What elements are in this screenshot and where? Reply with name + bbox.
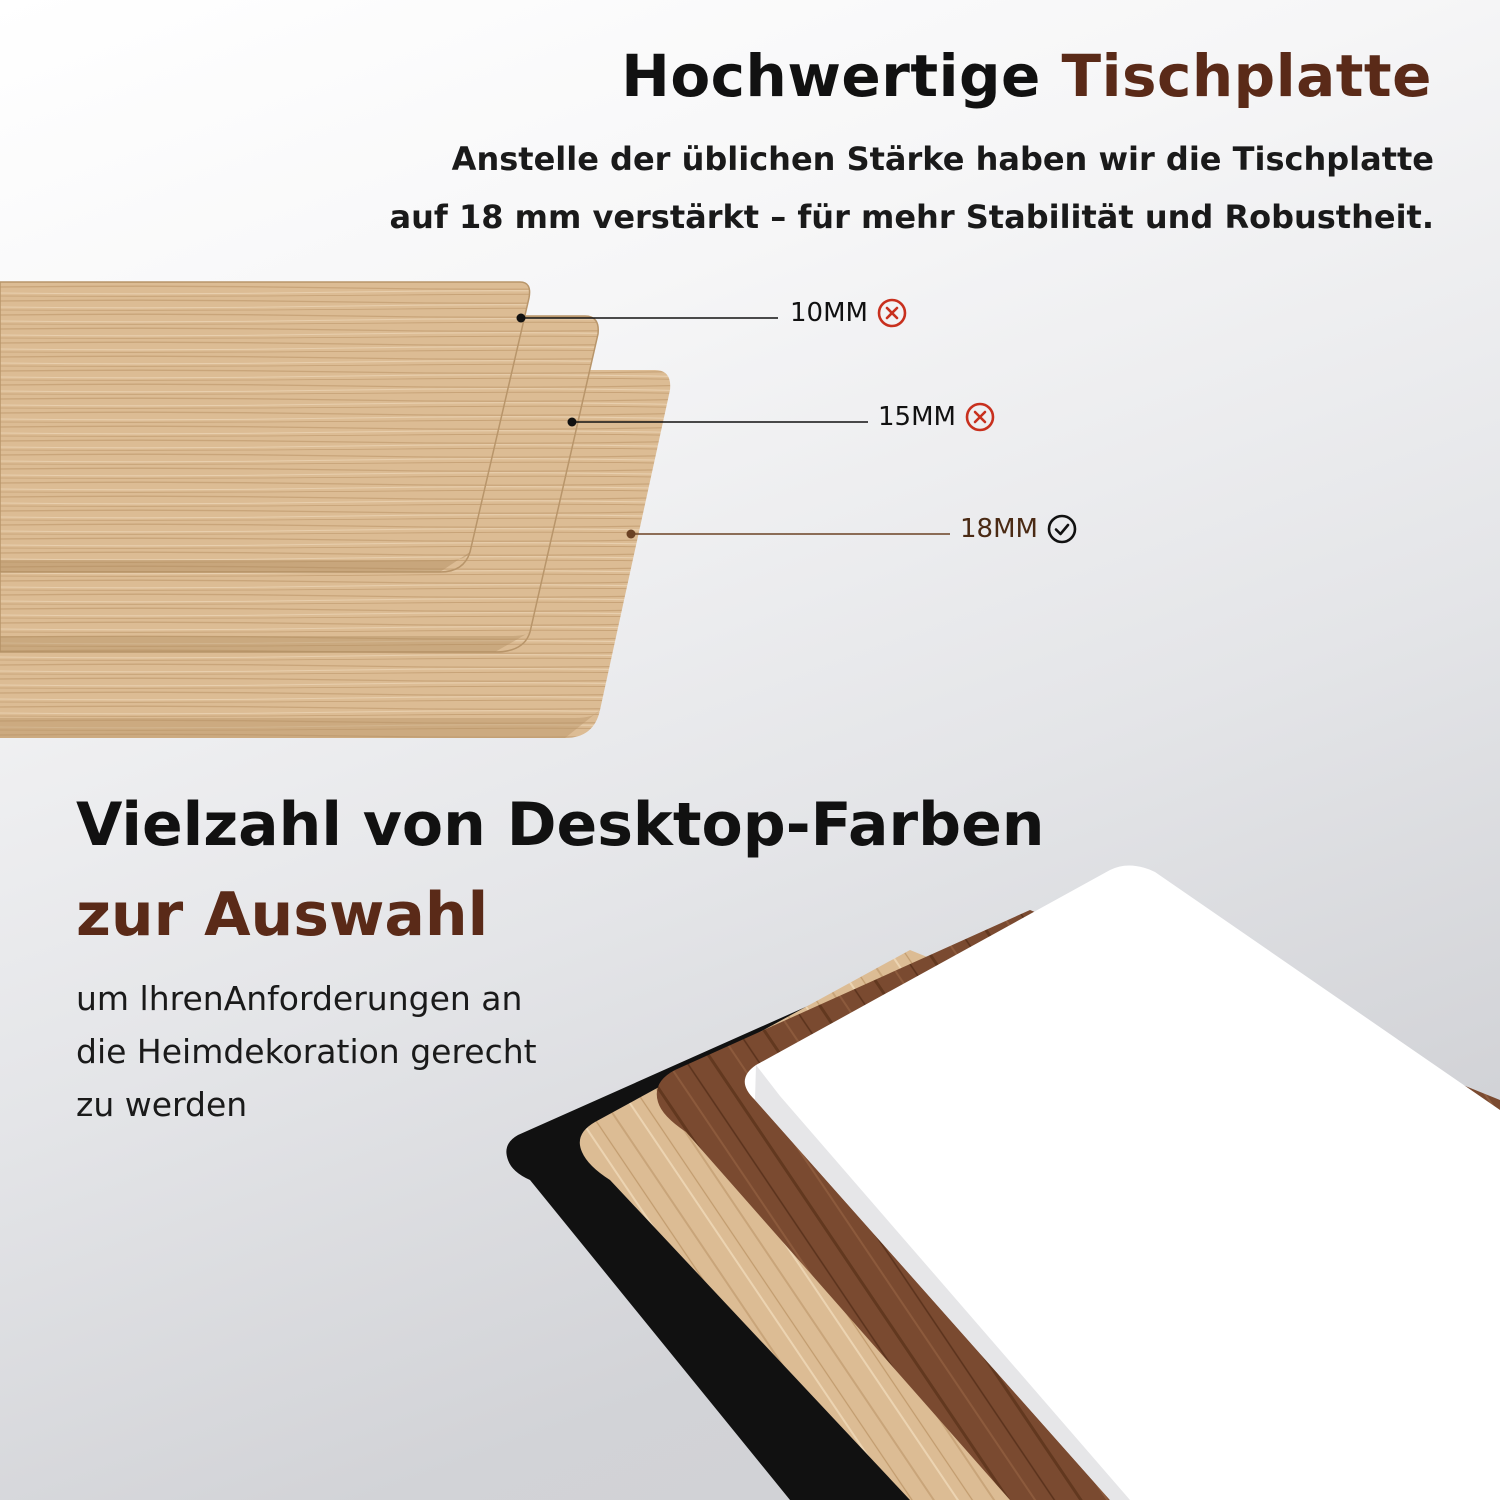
desc-line2: die Heimdekoration gerecht — [76, 1032, 537, 1071]
thickness-label-15mm — [878, 401, 996, 433]
thickness-label-18mm — [960, 513, 1078, 545]
thickness-label-10mm — [790, 297, 908, 329]
desc-line1: um lhrenAnforderungen an — [76, 979, 523, 1018]
x-circle-icon — [964, 401, 996, 433]
check-circle-icon — [1046, 513, 1078, 545]
color-boards-illustration — [490, 860, 1500, 1500]
headline-part2: Tischplatte — [1061, 42, 1432, 110]
callout-lines — [0, 0, 1500, 600]
desc-line3: zu werden — [76, 1085, 248, 1124]
colors-title: Vielzahl von Desktop-Farben — [76, 790, 1045, 860]
x-circle-icon — [876, 297, 908, 329]
thickness-value: 15MM — [878, 402, 956, 432]
colors-title-accent: zur Auswahl — [76, 880, 489, 950]
subtitle-line2: auf 18 mm verstärkt – für mehr Stabilität und Robustheit. — [389, 198, 1434, 236]
thickness-value: 10MM — [790, 298, 868, 328]
headline-part1: Hochwertige — [621, 42, 1041, 110]
thickness-value: 18MM — [960, 514, 1038, 544]
subtitle-line1: Anstelle der üblichen Stärke haben wir die Tischplatte — [451, 140, 1434, 178]
